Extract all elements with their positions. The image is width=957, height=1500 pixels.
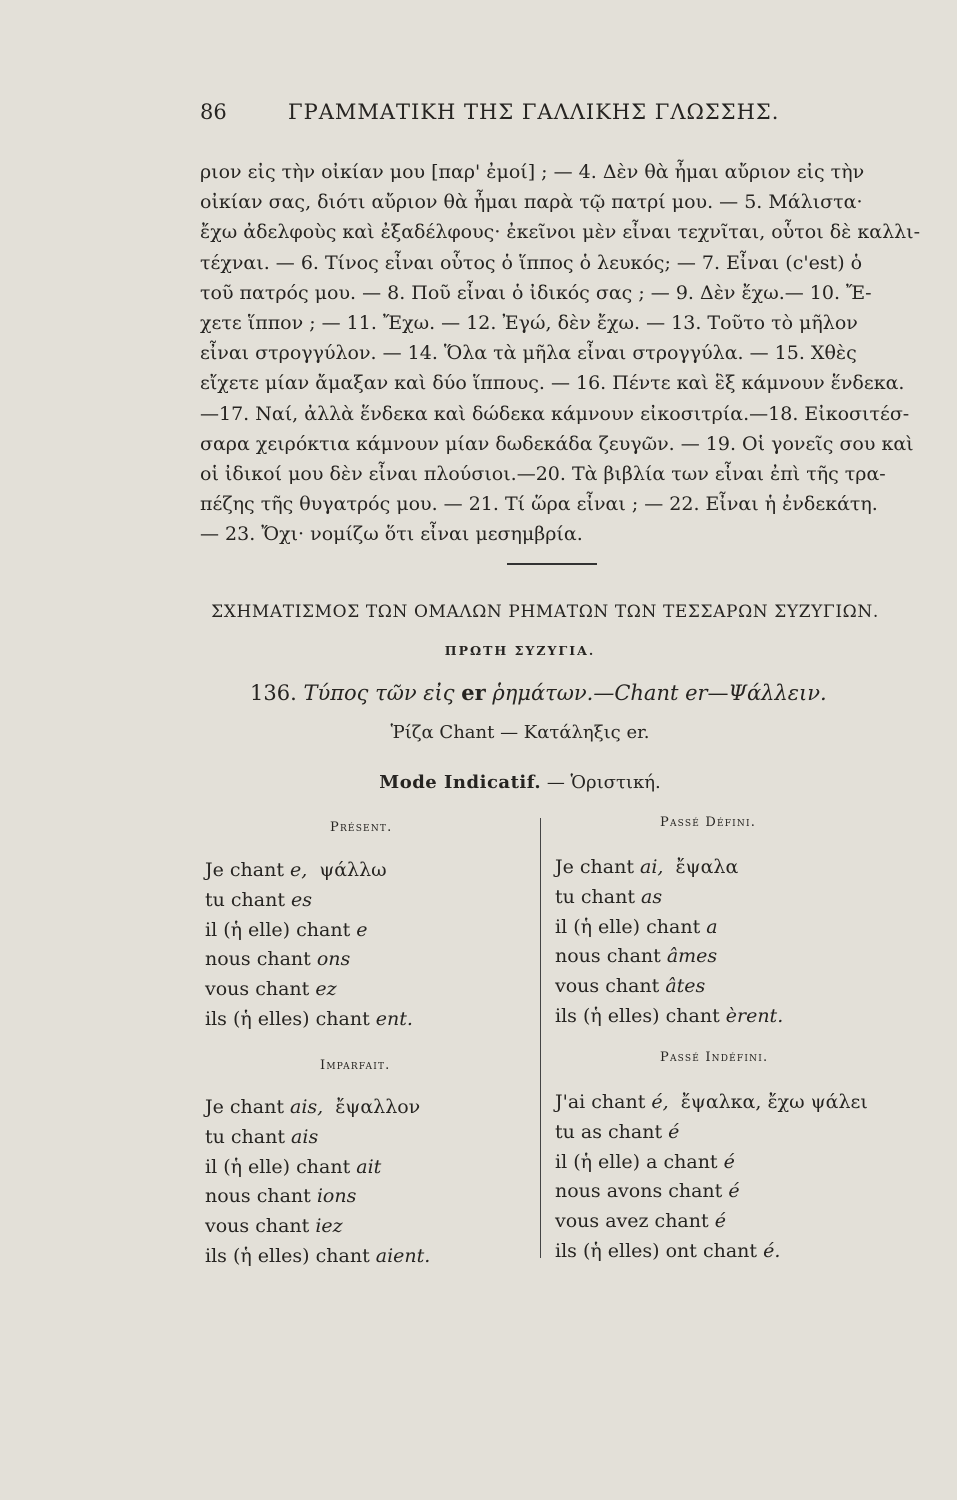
conj-greek: ἔψαλα [675, 856, 739, 878]
conj-greek: ἔψαλκα, ἔχω ψάλει [680, 1091, 868, 1113]
paragraph-line: — 23. Ὄχι· νομίζω ὅτι εἶναι μεσημβρία. [200, 523, 583, 546]
conj-row [555, 972, 783, 1002]
conj-ending: é [668, 1120, 680, 1143]
lesson-heading [250, 680, 890, 705]
paragraph-line: τοῦ πατρός μου. — 8. Ποῦ εἶναι ὁ ἰδικός σας ; — 9. Δὲν ἔχω.— 10. Ἔ- [200, 281, 872, 304]
conj-ending: ais [291, 1125, 319, 1148]
running-title: ΓΡΑΜΜΑΤΙΚΗ ΤΗΣ ΓΑΛΛΙΚΗΣ ΓΛΩΣΣΗΣ. [288, 100, 780, 124]
paragraph-line: εἴχετε μίαν ἄμαξαν καὶ δύο ἵππους. — 16. Πέντε καὶ ἓξ κάμνουν ἕνδεκα. [200, 372, 905, 395]
paragraph-line: ριον εἰς τὴν οἰκίαν μου [παρ' ἐμοί] ; — 4. Δὲν θὰ ἦμαι αὔριον εἰς τὴν [200, 161, 865, 183]
lesson-sep: — [707, 681, 729, 705]
conj-row [205, 916, 413, 946]
conjugation-passe-indefini [555, 1088, 868, 1267]
conj-row [555, 853, 783, 883]
conj-ending: iez [315, 1215, 343, 1238]
conj-stem: il (ἡ elle) chant [205, 1155, 351, 1178]
conj-stem: ils (ἡ elles) chant [555, 1004, 720, 1027]
conj-row [205, 856, 413, 886]
paragraph-line: οἱ ἰδικοί μου δὲν εἶναι πλούσιοι.—20. Τὰ βιβλία των εἶναι ἐπὶ τῆς τρα- [200, 462, 886, 485]
conjugation-imparfait [205, 1093, 430, 1272]
paragraph-line: —17. Ναί, ἀλλὰ ἕνδεκα καὶ δώδεκα κάμνουν εἰκοσιτρία.—18. Εἰκοσιτέσ- [200, 402, 910, 425]
conj-row [205, 945, 413, 975]
lesson-number: 136. [250, 681, 297, 705]
conj-ending: âtes [665, 975, 706, 998]
conj-greek: ἔψαλλον [335, 1096, 421, 1118]
conj-row [555, 913, 783, 943]
lesson-ending: er [461, 680, 486, 705]
lesson-greek-verb: Ψάλλειν. [728, 681, 827, 705]
conj-row [205, 1123, 430, 1153]
lesson-verb: Chant er [614, 681, 708, 705]
conj-row [205, 886, 413, 916]
conj-stem: ils (ἡ elles) chant [205, 1007, 370, 1030]
tense-heading-present: Présent. [330, 820, 393, 835]
conj-ending: ais, [290, 1096, 324, 1118]
conj-ending: âmes [666, 945, 718, 968]
conj-ending: é, [651, 1091, 669, 1113]
conj-ending: ons [316, 948, 351, 971]
conj-ending: ait [356, 1155, 382, 1178]
conj-stem: nous avons chant [555, 1180, 723, 1203]
paragraph-line: χετε ἵππον ; — 11. Ἔχω. — 12. Ἐγώ, δὲν ἔχω. — 13. Τοῦτο τὸ μῆλον [200, 311, 858, 334]
conj-ending: a [706, 915, 718, 938]
conj-row [205, 1182, 430, 1212]
conj-stem: Je chant [205, 859, 284, 881]
mode-french: Mode Indicatif. [379, 772, 542, 793]
section-divider-rule [507, 563, 597, 565]
paragraph-line: πέζης τῆς θυγατρός μου. — 21. Τί ὥρα εἶναι ; — 22. Εἶναι ἡ ἐνδεκάτη. [200, 493, 878, 516]
conj-row [205, 1242, 430, 1272]
page-number: 86 [200, 100, 227, 124]
conj-ending: é [723, 1150, 735, 1173]
conjugation-passe-defini [555, 853, 783, 1032]
tense-heading-imparfait: Imparfait. [320, 1058, 391, 1073]
conj-ending: es [291, 888, 313, 911]
conj-ending: ez [315, 978, 337, 1001]
conj-row [205, 1093, 430, 1123]
conj-stem: tu as chant [555, 1120, 663, 1143]
conj-row [555, 1002, 783, 1032]
conj-ending: e [356, 918, 368, 941]
conj-ending: as [641, 885, 663, 908]
mode-line [200, 772, 840, 793]
conj-stem: tu chant [205, 888, 285, 911]
conj-stem: nous chant [205, 1185, 311, 1208]
conj-ending: èrent. [725, 1004, 784, 1027]
conj-row [555, 1118, 868, 1148]
conj-row [555, 883, 783, 913]
tense-heading-passe-defini: Passé Défini. [660, 815, 757, 830]
paragraph-line: σαρα χειρόκτια κάμνουν μίαν δωδεκάδα ζευγῶν. — 19. Οἱ γονεῖς σου καὶ [200, 432, 914, 455]
conjugation-present [205, 856, 413, 1035]
lesson-typos: Τύπος τῶν εἰς [303, 681, 455, 705]
conj-row [205, 975, 413, 1005]
paragraph-line: τέχναι. — 6. Τίνος εἶναι οὗτος ὁ ἵππος ὁ λευκός; — 7. Εἶναι (c'est) ὁ [200, 251, 863, 274]
conj-ending: é. [763, 1239, 781, 1262]
conj-ending: aient. [375, 1244, 431, 1267]
conj-stem: vous avez chant [555, 1210, 709, 1233]
paragraph-line: ἔχω ἀδελφοὺς καὶ ἐξαδέλφους· ἐκεῖνοι μὲν εἶναι τεχνῖται, οὗτοι δὲ καλλι- [200, 221, 921, 244]
conj-stem: J'ai chant [555, 1091, 646, 1113]
conj-stem: Je chant [555, 856, 634, 878]
mode-greek: — Ὁριστική. [546, 772, 661, 793]
conj-ending: ai, [640, 856, 664, 878]
lesson-rhemat: ῥημάτων.— [492, 681, 615, 705]
conj-stem: il (ἡ elle) chant [555, 915, 701, 938]
column-divider [540, 818, 541, 1258]
page-header [200, 100, 840, 140]
conjugation-title: ΠΡΩΤΗ ΣΥΖΥΓΙΑ. [444, 643, 596, 658]
conj-greek: ψάλλω [319, 859, 387, 881]
conj-stem: il (ἡ elle) chant [205, 918, 351, 941]
conj-row [555, 1088, 868, 1118]
paragraph-line: οἰκίαν σας, διότι αὔριον θὰ ἦμαι παρὰ τῷ πατρί μου. — 5. Μάλιστα· [200, 191, 863, 214]
conj-stem: ils (ἡ elles) ont chant [555, 1239, 758, 1262]
conj-row [205, 1153, 430, 1183]
conj-stem: vous chant [205, 978, 310, 1001]
paragraph-line: εἶναι στρογγύλον. — 14. Ὅλα τὰ μῆλα εἶναι στρογγύλα. — 15. Χθὲς [200, 342, 857, 365]
conj-stem: vous chant [555, 975, 660, 998]
conj-stem: Je chant [205, 1096, 284, 1118]
section-title: ΣΧΗΜΑΤΙΣΜΟΣ ΤΩΝ ΟΜΑΛΩΝ ΡΗΜΑΤΩΝ ΤΩΝ ΤΕΣΣΑΡΩΝ ΣΥΖΥΓΙΩΝ. [211, 602, 879, 622]
conj-ending: e, [290, 859, 308, 881]
conj-stem: il (ἡ elle) a chant [555, 1150, 718, 1173]
root-line: Ῥίζα Chant — Κατάληξις er. [390, 722, 650, 743]
conj-ending: é [714, 1210, 726, 1233]
conj-stem: nous chant [555, 945, 661, 968]
conj-row [555, 1237, 868, 1267]
conj-row [555, 1177, 868, 1207]
conj-stem: tu chant [205, 1125, 285, 1148]
conj-stem: ils (ἡ elles) chant [205, 1244, 370, 1267]
conj-row [205, 1212, 430, 1242]
conj-ending: ions [316, 1185, 357, 1208]
conj-row [555, 1207, 868, 1237]
conj-row [205, 1005, 413, 1035]
tense-heading-passe-indefini: Passé Indéfini. [660, 1050, 769, 1065]
conj-row [555, 1148, 868, 1178]
conj-stem: vous chant [205, 1215, 310, 1238]
conj-stem: nous chant [205, 948, 311, 971]
conj-ending: ent. [375, 1007, 413, 1030]
conj-stem: tu chant [555, 885, 635, 908]
exercise-paragraph [200, 157, 921, 549]
conj-row [555, 942, 783, 972]
conj-ending: é [728, 1180, 740, 1203]
